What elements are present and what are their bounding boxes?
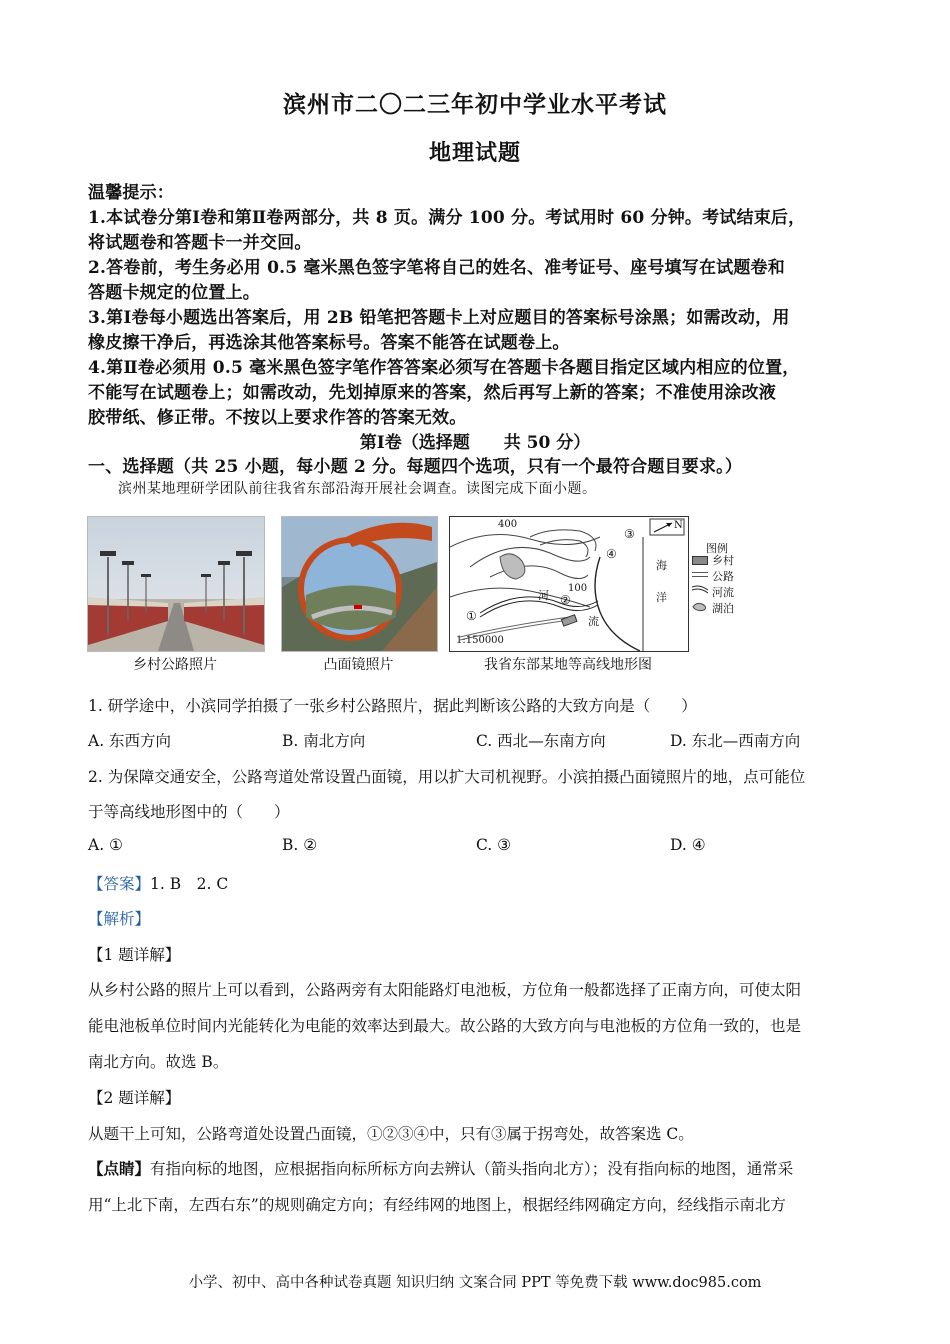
notice-line: 胶带纸、修正带。不按以上要求作答的答案无效。 — [88, 408, 467, 428]
answer-label: 【答案】 — [88, 875, 151, 893]
detail-1-line: 能电池板单位时间内光能转化为电能的效率达到最大。故公路的大致方向与电池板的方位角一致的，也是 — [88, 1017, 802, 1035]
part-heading: 一、选择题（共 25 小题，每小题 2 分。每题四个选项，只有一个最符合题目要求。） — [88, 457, 743, 477]
notice-line: 橡皮擦干净后，再选涂其他答案标号。答案不能答在试题卷上。 — [88, 333, 570, 353]
convex-mirror-caption: 凸面镜照片 — [323, 657, 394, 673]
legend-village: 乡村 — [712, 554, 734, 567]
page-footer: 小学、初中、高中各种试卷真题 知识归纳 文案合同 PPT 等免费下载 www.doc985.com — [188, 1275, 762, 1291]
convex-mirror-photo — [281, 516, 438, 652]
contour-map-caption: 我省东部某地等高线地形图 — [484, 657, 652, 673]
notice-line: 4.第Ⅱ卷必须用 0.5 毫米黑色签字笔作答答案必须写在答题卡各题目指定区域内相应的位置， — [88, 358, 800, 378]
contour-100-label: 100 — [568, 583, 588, 594]
point-4-label: ④ — [606, 547, 617, 561]
detail-1-line: 从乡村公路的照片上可以看到，公路两旁有太阳能路灯电池板，方位角一般都选择了正南方向，可使太阳 — [88, 981, 802, 999]
tip-label: 【点睛】 — [88, 1159, 151, 1178]
map-scale: 1:150000 — [456, 635, 504, 646]
question-1: 1. 研学途中，小滨同学拍摄了一张乡村公路照片，据此判断该公路的大致方向是（ ） — [88, 697, 697, 715]
point-2-label: ② — [560, 593, 571, 607]
answer-row — [88, 872, 228, 894]
q1-option-a: A. 东西方向 — [88, 732, 172, 750]
detail-1-label: 【1 题详解】 — [88, 946, 181, 964]
rural-road-photo — [87, 516, 265, 652]
q2-option-a: A. ① — [88, 836, 123, 854]
contour-map — [449, 516, 689, 652]
legend-lake: 湖泊 — [712, 602, 734, 615]
notice-line: 2.答卷前，考生务必用 0.5 毫米黑色签字笔将自己的姓名、准考证号、座号填写在试题卷和 — [88, 258, 785, 278]
analysis-label: 【解析】 — [88, 910, 151, 928]
notice-line: 3.第Ⅰ卷每小题选出答案后，用 2B 铅笔把答题卡上对应题目的答案标号涂黑；如需改动，用 — [88, 308, 790, 328]
point-3-label: ③ — [624, 527, 635, 541]
road-icon — [692, 572, 708, 577]
legend-title: 图例 — [706, 542, 728, 555]
lake-icon — [692, 602, 708, 612]
tip-line-2: 用“上北下南，左西右东”的规则确定方向；有经纬网的地图上，根据经纬网确定方向，经线指示南北方 — [88, 1196, 786, 1214]
page-title: 滨州市二〇二三年初中学业水平考试 — [283, 91, 667, 118]
tip-row — [88, 1157, 793, 1179]
legend-road: 公路 — [712, 570, 734, 583]
tip-text: 有指向标的地图，应根据指向标所标方向去辨认（箭头指向北方）；没有指向标的地图，通常采 — [150, 1160, 794, 1178]
notice-line: 不能写在试题卷上；如需改动，先划掉原来的答案，然后再写上新的答案；不准使用涂改液 — [88, 383, 776, 403]
q2-option-d: D. ④ — [670, 836, 706, 854]
village-icon — [692, 556, 708, 565]
q1-option-d: D. 东北—西南方向 — [670, 732, 801, 750]
q1-option-c: C. 西北—东南方向 — [476, 732, 606, 750]
rural-road-caption: 乡村公路照片 — [133, 657, 217, 673]
question-2-line-1: 2. 为保障交通安全，公路弯道处常设置凸面镜，用以扩大司机视野。小滨拍摄凸面镜照片的地，点可能位 — [88, 768, 806, 786]
river-label-1: 河 — [538, 589, 549, 602]
legend-river: 河流 — [712, 586, 734, 599]
detail-2-line: 从题干上可知，公路弯道处设置凸面镜，①②③④中，只有③属于拐弯处，故答案选 C。 — [88, 1125, 694, 1143]
q1-option-b: B. 南北方向 — [282, 732, 366, 750]
north-label: N — [674, 520, 683, 531]
q2-option-c: C. ③ — [476, 836, 512, 854]
detail-1-line: 南北方向。故选 B。 — [88, 1053, 229, 1071]
notice-heading: 温馨提示： — [88, 183, 174, 203]
notice-line: 答题卡规定的位置上。 — [88, 283, 260, 303]
answer-text: 1. B 2. C — [150, 875, 229, 893]
sea-label-2: 洋 — [656, 591, 667, 604]
q2-option-b: B. ② — [282, 836, 318, 854]
contour-400-label: 400 — [498, 519, 518, 530]
point-1-label: ① — [466, 609, 477, 623]
notice-line: 将试题卷和答题卡一并交回。 — [88, 233, 312, 253]
section-heading: 第Ⅰ卷（选择题 共 50 分） — [359, 433, 591, 453]
intro-text: 滨州某地理研学团队前往我省东部沿海开展社会调查。读图完成下面小题。 — [118, 481, 597, 497]
detail-2-label: 【2 题详解】 — [88, 1089, 181, 1107]
sea-label-1: 海 — [656, 559, 667, 572]
river-label-2: 流 — [588, 615, 599, 628]
notice-line: 1.本试卷分第Ⅰ卷和第Ⅱ卷两部分，共 8 页。满分 100 分。考试用时 60 分钟。考试结束后， — [88, 208, 806, 228]
page-subtitle: 地理试题 — [428, 140, 521, 166]
question-2-line-2: 于等高线地形图中的（ ） — [88, 803, 290, 821]
river-icon — [692, 584, 708, 594]
